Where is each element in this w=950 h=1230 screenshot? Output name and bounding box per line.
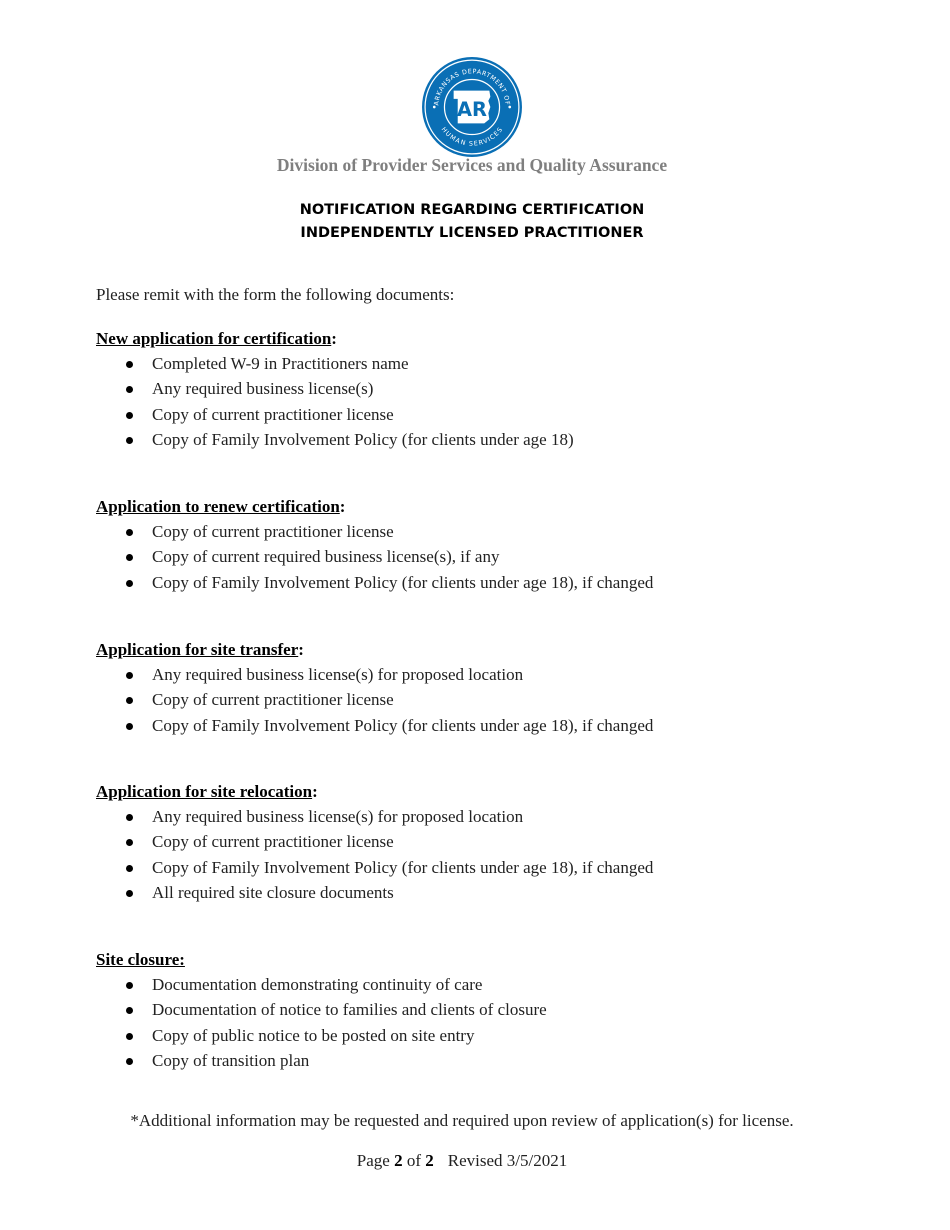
list-item: Completed W-9 in Practitioners name: [96, 351, 896, 376]
list-item: Documentation demonstrating continuity of care: [96, 972, 896, 997]
intro-text: Please remit with the form the following documents:: [96, 285, 455, 304]
list-item: Copy of current practitioner license: [96, 402, 896, 427]
section-renew-certification: [96, 494, 896, 595]
list-item: Any required business license(s): [96, 376, 896, 401]
list-item: Copy of current practitioner license: [96, 687, 896, 712]
list-item: Copy of transition plan: [96, 1048, 896, 1073]
list-item: Copy of Family Involvement Policy (for clients under age 18), if changed: [96, 713, 896, 738]
list-item: Copy of Family Involvement Policy (for clients under age 18), if changed: [96, 570, 896, 595]
page-footer: [0, 1151, 924, 1171]
page-label: Page: [356, 1151, 390, 1170]
list-item: Copy of current practitioner license: [96, 829, 896, 854]
document-title-line2: INDEPENDENTLY LICENSED PRACTITIONER: [300, 225, 644, 241]
section-heading: New application for certification:: [96, 329, 337, 348]
list-item: Copy of current required business license(s), if any: [96, 544, 896, 569]
section-heading: Application to renew certification:: [96, 497, 346, 516]
list-item: Copy of current practitioner license: [96, 519, 896, 544]
list-item: Any required business license(s) for proposed location: [96, 662, 896, 687]
of-label: of: [406, 1151, 421, 1170]
list-item: Copy of public notice to be posted on site entry: [96, 1023, 896, 1048]
list-item: Documentation of notice to families and clients of closure: [96, 997, 896, 1022]
section-site-transfer: [96, 637, 896, 738]
svg-text:HUMAN SERVICES: HUMAN SERVICES: [439, 126, 505, 148]
list-item: Any required business license(s) for proposed location: [96, 804, 896, 829]
document-list: [96, 519, 896, 595]
arkansas-dhs-seal-logo: [421, 56, 523, 158]
svg-text:ARKANSAS DEPARTMENT OF: ARKANSAS DEPARTMENT OF: [433, 68, 511, 106]
document-title-line1: NOTIFICATION REGARDING CERTIFICATION: [299, 202, 645, 218]
document-list: [96, 804, 896, 905]
page-total: 2: [425, 1151, 434, 1170]
svg-text:AR: AR: [457, 98, 487, 122]
list-item: Copy of Family Involvement Policy (for clients under age 18), if changed: [96, 855, 896, 880]
section-heading: Site closure:: [96, 950, 185, 969]
section-heading: Application for site transfer:: [96, 640, 304, 659]
list-item: All required site closure documents: [96, 880, 896, 905]
section-site-closure: [96, 947, 896, 1073]
page-current: 2: [394, 1151, 403, 1170]
section-site-relocation: [96, 779, 896, 905]
additional-info-note: *Additional information may be requested and required upon review of application(s) for license.: [130, 1111, 794, 1130]
document-list: [96, 972, 896, 1073]
revised-date: Revised 3/5/2021: [447, 1151, 568, 1170]
section-new-application: [96, 326, 896, 452]
division-name: Division of Provider Services and Quality Assurance: [276, 155, 668, 175]
list-item: Copy of Family Involvement Policy (for clients under age 18): [96, 427, 896, 452]
document-list: [96, 351, 896, 452]
section-heading: Application for site relocation:: [96, 782, 318, 801]
document-list: [96, 662, 896, 738]
